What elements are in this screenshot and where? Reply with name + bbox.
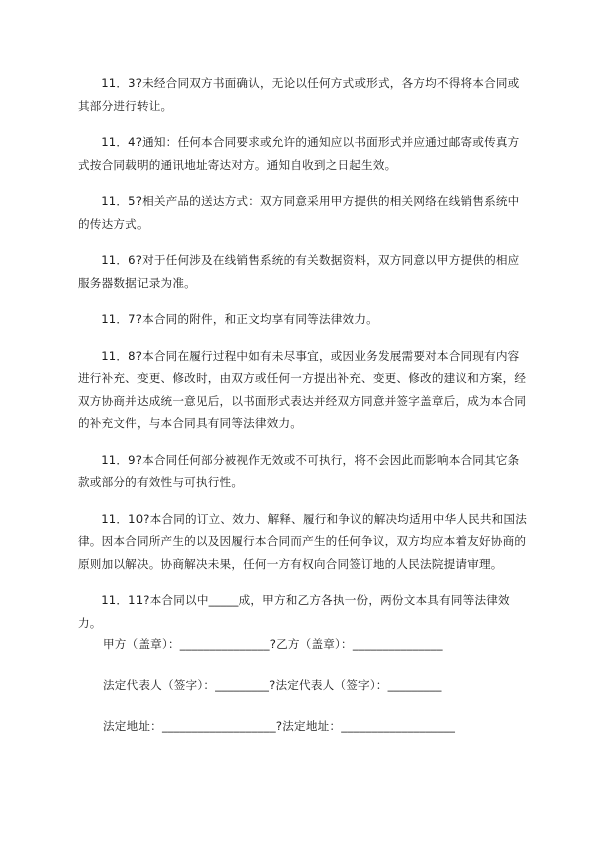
clause-11-8: 11．8?本合同在履行过程中如有未尽事宜，或因业务发展需要对本合同现有内容进行补充、变更、修改时，由双方或任何一方提出补充、变更、修改的建议和方案，经双方协商并达成统一意见后，以书面形式表达并经双方同意并签字盖章后，成为本合同的补充文件，与本合同具有同等法律效力。 [78,348,527,430]
clause-11-4: 11．4?通知：任何本合同要求或允许的通知应以书面形式并应通过邮寄或传真方式按合同载明的通讯地址寄达对方。通知自收到之日起生效。 [78,135,520,172]
clause-11-3: 11．3?未经合同双方书面确认，无论以任何方式或形式，各方均不得将本合同或其部分进行转让。 [78,76,520,113]
clause-11-7: 11．7?本合同的附件，和正文均享有同等法律效力。 [101,312,378,326]
clause-11-6: 11．6?对于任何涉及在线销售系统的有关数据资料，双方同意以甲方提供的相应服务器数据记录为准。 [78,253,520,290]
contract-clauses [78,72,528,648]
legal-representative-line: 法定代表人（签字）：_________?法定代表人（签字）：_________ [103,678,442,692]
signature-block [103,633,523,756]
legal-address-line: 法定地址：___________________?法定地址：___________________ [103,719,456,733]
clause-11-10: 11．10?本合同的订立、效力、解释、履行和争议的解决均适用中华人民共和国法律。因本合同所产生的以及因履行本合同而产生的任何争议，双方均应本着友好协商的原则加以解决。协商解决未果，任何一方有权向合同签订地的人民法院提请审理。 [78,511,528,571]
clause-11-11: 11．11?本合同以中_____成，甲方和乙方各执一份，两份文本具有同等法律效力。 [78,593,510,630]
clause-11-5: 11．5?相关产品的送达方式：双方同意采用甲方提供的相关网络在线销售系统中的传达方式。 [78,194,520,231]
clause-11-9: 11．9?本合同任何部分被视作无效或不可执行，将不会因此而影响本合同其它条款或部分的有效性与可执行性。 [78,452,520,489]
seal-line: 甲方（盖章）：_______________?乙方（盖章）：_______________ [103,637,443,651]
